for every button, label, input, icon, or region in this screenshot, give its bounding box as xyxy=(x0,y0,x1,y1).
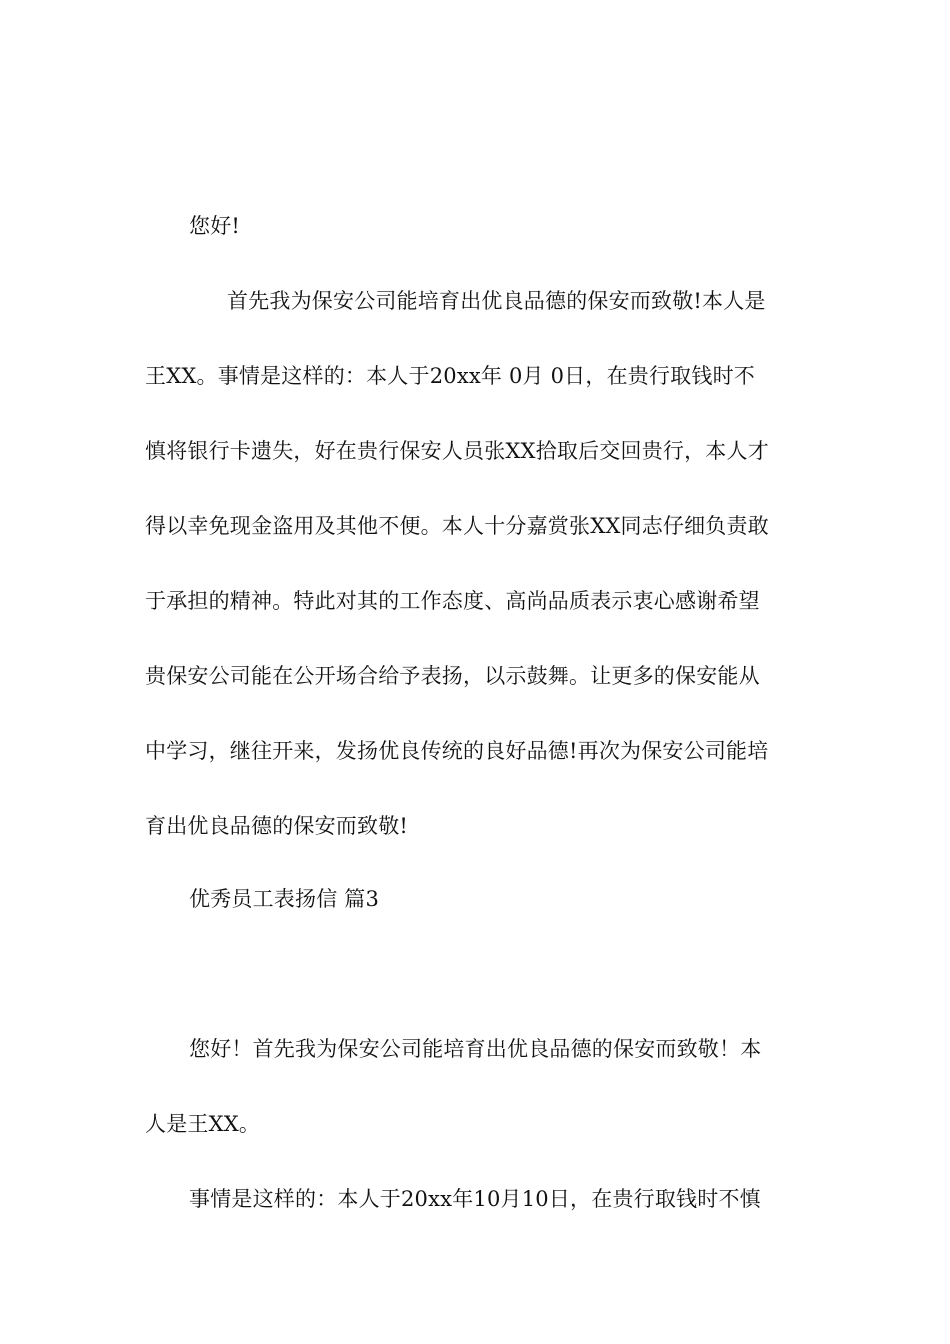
paragraph-line: 王XX。事情是这样的：本人于20xx年 0月 0日，在贵行取钱时不 xyxy=(145,364,755,388)
paragraph-line: 您好！首先我为保安公司能培育出优良品德的保安而致敬！本 xyxy=(189,1037,762,1061)
paragraph-line: 慎将银行卡遗失，好在贵行保安人员张XX拾取后交回贵行，本人才 xyxy=(145,439,769,463)
greeting-line: 您好! xyxy=(189,214,241,238)
paragraph-line: 人是王XX。 xyxy=(145,1112,261,1136)
paragraph-line: 得以幸免现金盗用及其他不便。本人十分嘉赏张XX同志仔细负责敢 xyxy=(145,514,769,538)
paragraph-line: 贵保安公司能在公开场合给予表扬，以示鼓舞。让更多的保安能从 xyxy=(145,664,760,688)
section-heading: 优秀员工表扬信 篇3 xyxy=(189,887,380,911)
paragraph-line: 首先我为保安公司能培育出优良品德的保安而致敬!本人是 xyxy=(227,289,766,313)
paragraph-line: 事情是这样的：本人于20xx年10月10日，在贵行取钱时不慎 xyxy=(189,1187,761,1211)
paragraph-line: 于承担的精神。特此对其的工作态度、高尚品质表示衷心感谢希望 xyxy=(145,589,760,613)
paragraph-line: 中学习，继往开来，发扬优良传统的良好品德!再次为保安公司能培 xyxy=(145,739,769,763)
paragraph-line: 育出优良品德的保安而致敬! xyxy=(145,814,409,838)
